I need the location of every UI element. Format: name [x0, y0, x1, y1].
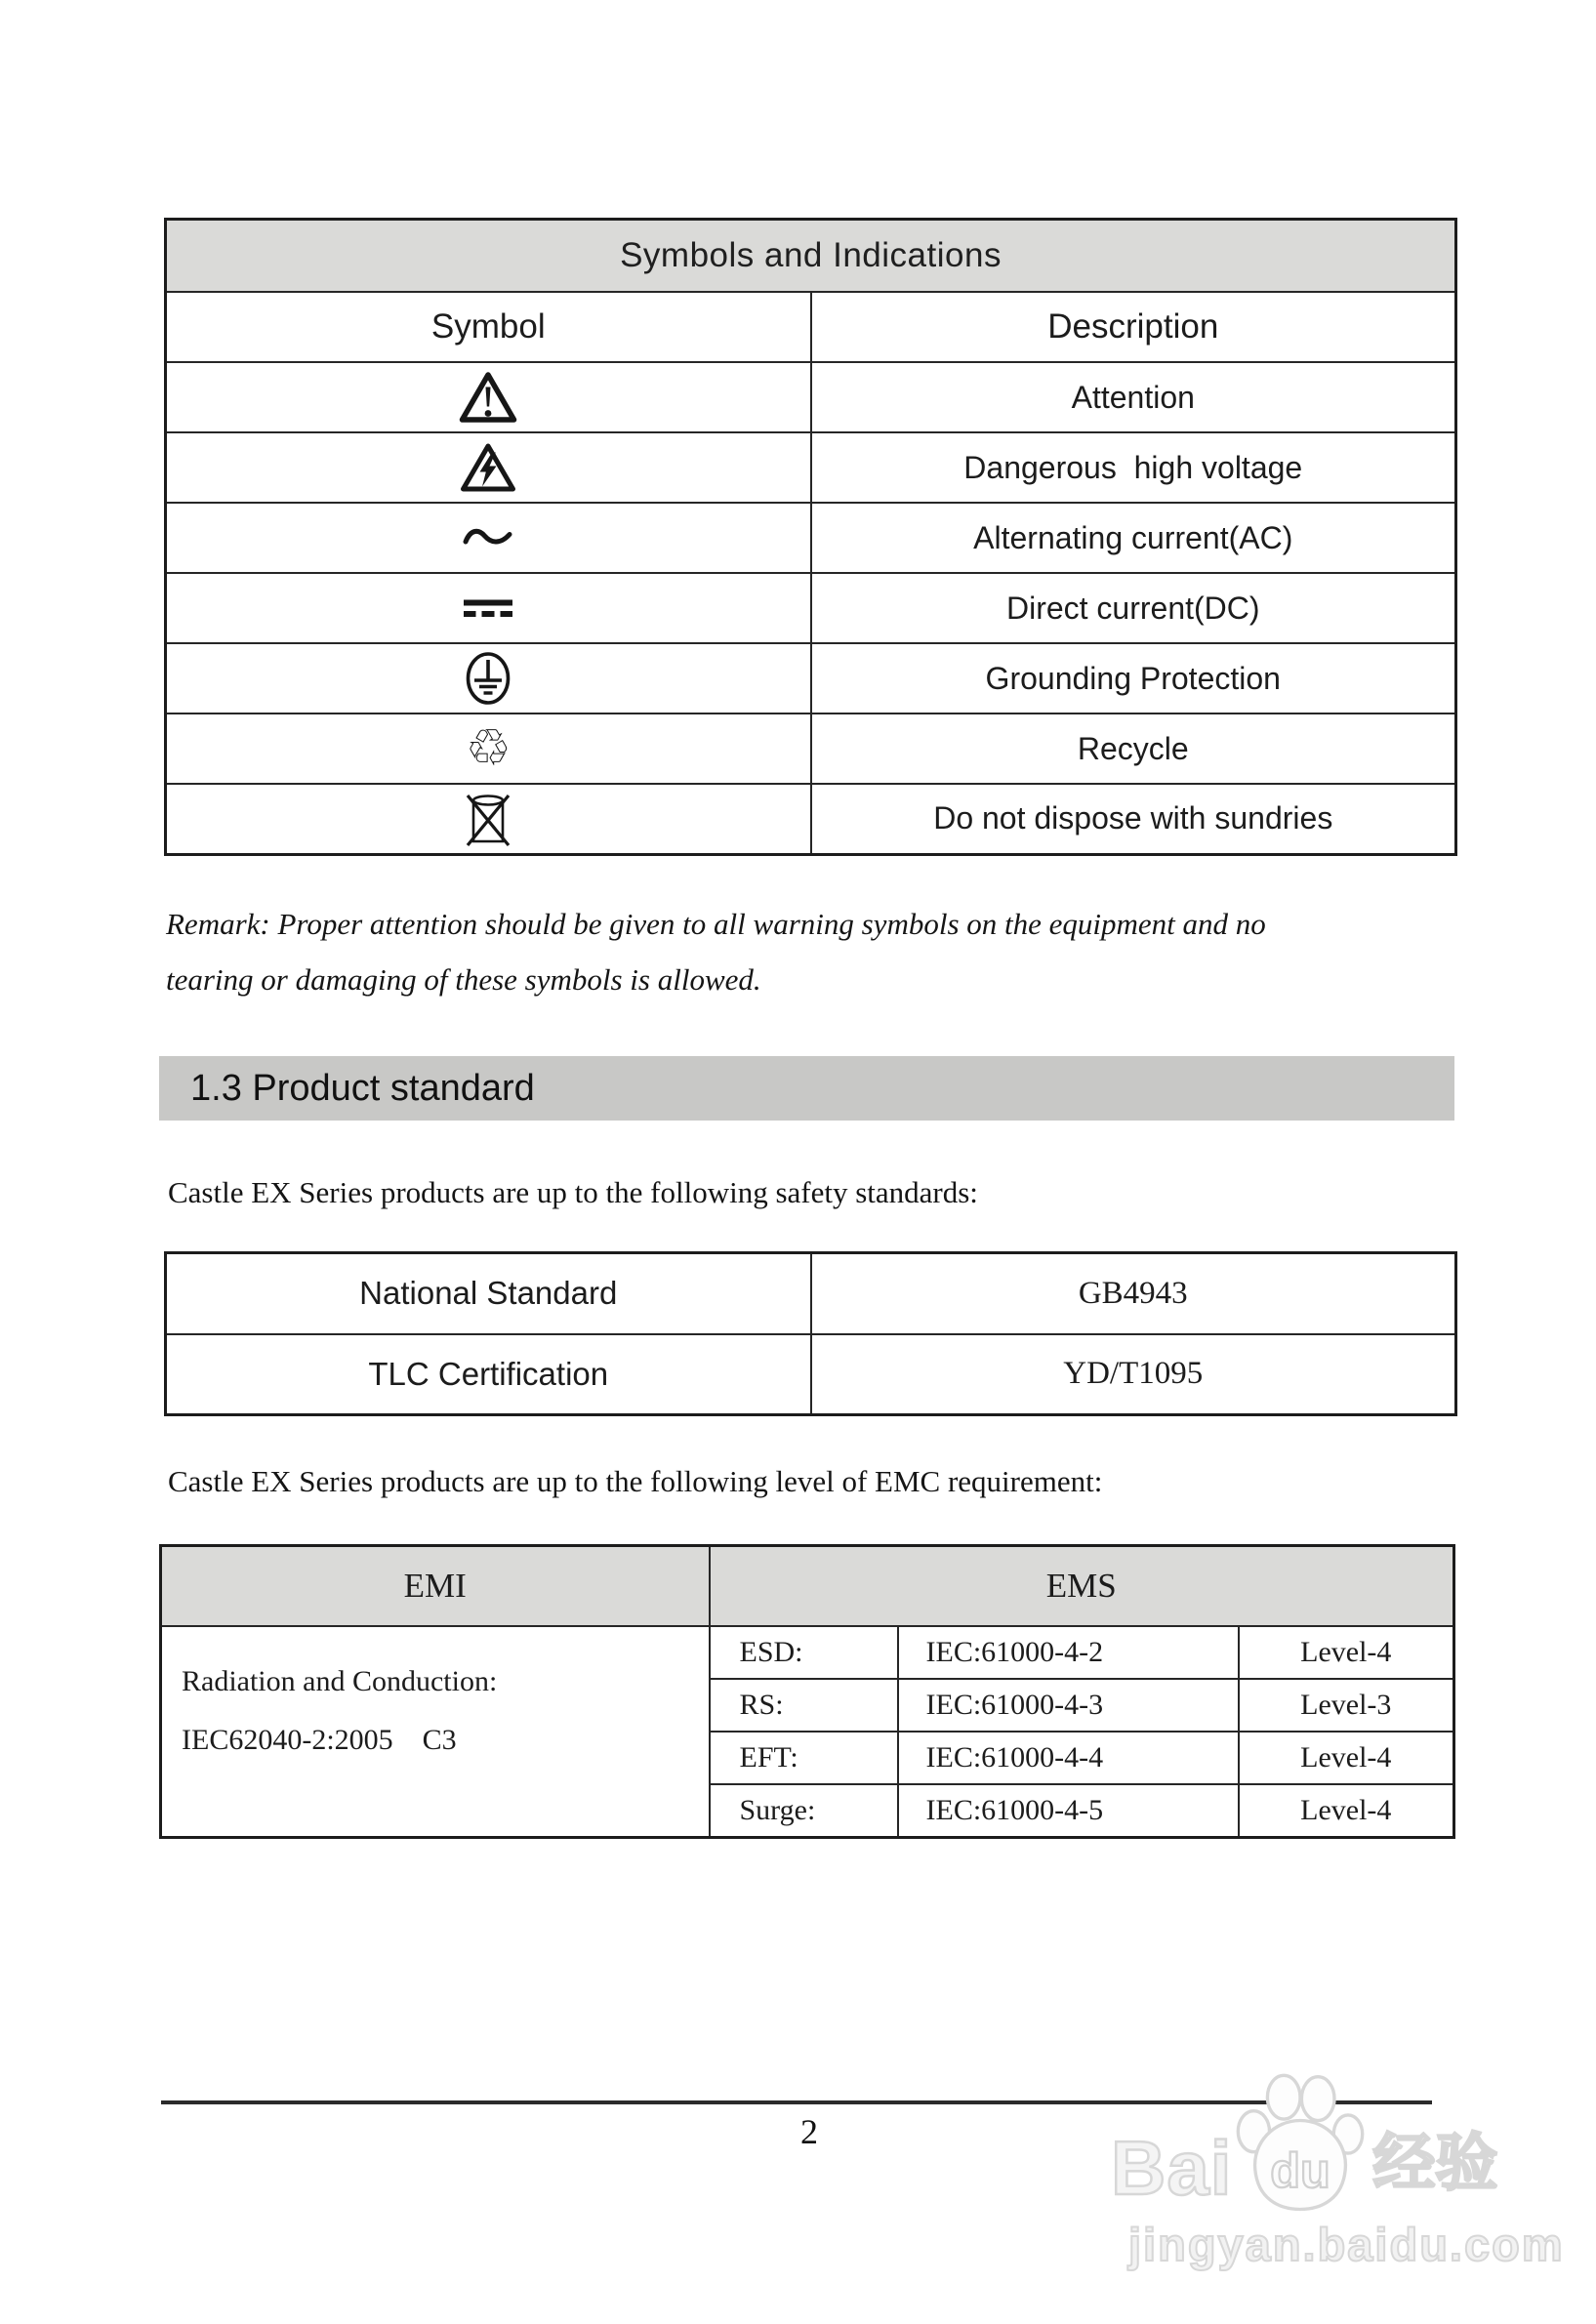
- symbol-cell: [166, 714, 811, 784]
- emc-intro-paragraph: Castle EX Series products are up to the following level of EMC requirement:: [168, 1464, 1103, 1498]
- symbol-cell: [166, 432, 811, 503]
- table-row: [166, 432, 1456, 503]
- remark-paragraph: [166, 896, 1464, 1007]
- symbol-column-header: Symbol: [166, 292, 811, 362]
- symbols-table-title: Symbols and Indications: [166, 220, 1456, 293]
- attention-warning-icon: [459, 371, 517, 424]
- ems-level-cell: Level-3: [1239, 1679, 1454, 1732]
- baidu-jingyan-watermark: [1111, 2071, 1565, 2271]
- section-heading-bar: [159, 1056, 1454, 1121]
- standard-value-cell: GB4943: [811, 1253, 1456, 1334]
- description-cell: Direct current(DC): [811, 573, 1456, 643]
- table-title-row: [166, 220, 1456, 293]
- standards-table: [164, 1251, 1457, 1416]
- ems-standard-cell: IEC:61000-4-4: [898, 1732, 1239, 1784]
- description-cell: Attention: [811, 362, 1456, 432]
- high-voltage-icon: [460, 442, 516, 493]
- grounding-icon: [465, 651, 512, 706]
- description-cell: Grounding Protection: [811, 643, 1456, 714]
- symbols-table: [164, 218, 1457, 856]
- table-header-row: [166, 292, 1456, 362]
- table-row: [166, 1334, 1456, 1415]
- ems-standard-cell: IEC:61000-4-5: [898, 1784, 1239, 1837]
- no-dispose-bin-icon: [463, 791, 513, 847]
- remark-line-1: Remark: Proper attention should be given to all warning symbols on the equipment and no: [166, 907, 1266, 941]
- section-heading: 1.3 Product standard: [190, 1067, 535, 1109]
- watermark-url: jingyan.baidu.com: [1128, 2219, 1565, 2270]
- table-row: [166, 573, 1456, 643]
- ac-current-icon: [463, 526, 513, 550]
- watermark-du-text: du: [1270, 2142, 1331, 2199]
- description-cell: Do not dispose with sundries: [811, 784, 1456, 854]
- ems-test-cell: RS:: [710, 1679, 898, 1732]
- emi-detail-cell: [161, 1626, 710, 1837]
- ems-test-cell: Surge:: [710, 1784, 898, 1837]
- description-cell: Alternating current(AC): [811, 503, 1456, 573]
- description-cell: Recycle: [811, 714, 1456, 784]
- table-row: [166, 503, 1456, 573]
- ems-standard-cell: IEC:61000-4-3: [898, 1679, 1239, 1732]
- emi-line-1: Radiation and Conduction:: [182, 1665, 498, 1697]
- symbol-cell: [166, 362, 811, 432]
- ems-standard-cell: IEC:61000-4-2: [898, 1626, 1239, 1679]
- ems-level-cell: Level-4: [1239, 1732, 1454, 1784]
- standard-value-cell: YD/T1095: [811, 1334, 1456, 1415]
- emc-table: [159, 1544, 1455, 1839]
- ems-level-cell: Level-4: [1239, 1784, 1454, 1837]
- standard-label-cell: TLC Certification: [166, 1334, 811, 1415]
- description-cell: Dangerous high voltage: [811, 432, 1456, 503]
- safety-intro-paragraph: Castle EX Series products are up to the following safety standards:: [168, 1175, 978, 1209]
- standard-label-cell: National Standard: [166, 1253, 811, 1334]
- table-row: [166, 362, 1456, 432]
- symbol-cell: [166, 573, 811, 643]
- table-header-row: [161, 1546, 1454, 1627]
- table-row: [166, 714, 1456, 784]
- table-row: [166, 784, 1456, 854]
- symbol-cell: [166, 503, 811, 573]
- remark-line-2: tearing or damaging of these symbols is allowed.: [166, 962, 761, 997]
- symbol-cell: [166, 643, 811, 714]
- watermark-logo-row: [1111, 2071, 1531, 2218]
- table-row: [166, 643, 1456, 714]
- table-row: [166, 1253, 1456, 1334]
- ems-test-cell: EFT:: [710, 1732, 898, 1784]
- ems-test-cell: ESD:: [710, 1626, 898, 1679]
- watermark-bai-text: Bai: [1111, 2125, 1233, 2211]
- symbol-cell: [166, 784, 811, 854]
- table-row: [161, 1626, 1454, 1679]
- ems-level-cell: Level-4: [1239, 1626, 1454, 1679]
- baidu-paw-icon: [1232, 2071, 1369, 2218]
- watermark-cn-text: 经验: [1372, 2128, 1498, 2198]
- emi-column-header: EMI: [161, 1546, 710, 1627]
- page-number: 2: [800, 2112, 818, 2151]
- dc-current-icon: [463, 598, 513, 618]
- emi-line-2: IEC62040-2:2005 C3: [182, 1724, 457, 1756]
- ems-column-header: EMS: [710, 1546, 1454, 1627]
- recycle-icon: ♲: [465, 719, 512, 778]
- description-column-header: Description: [811, 292, 1456, 362]
